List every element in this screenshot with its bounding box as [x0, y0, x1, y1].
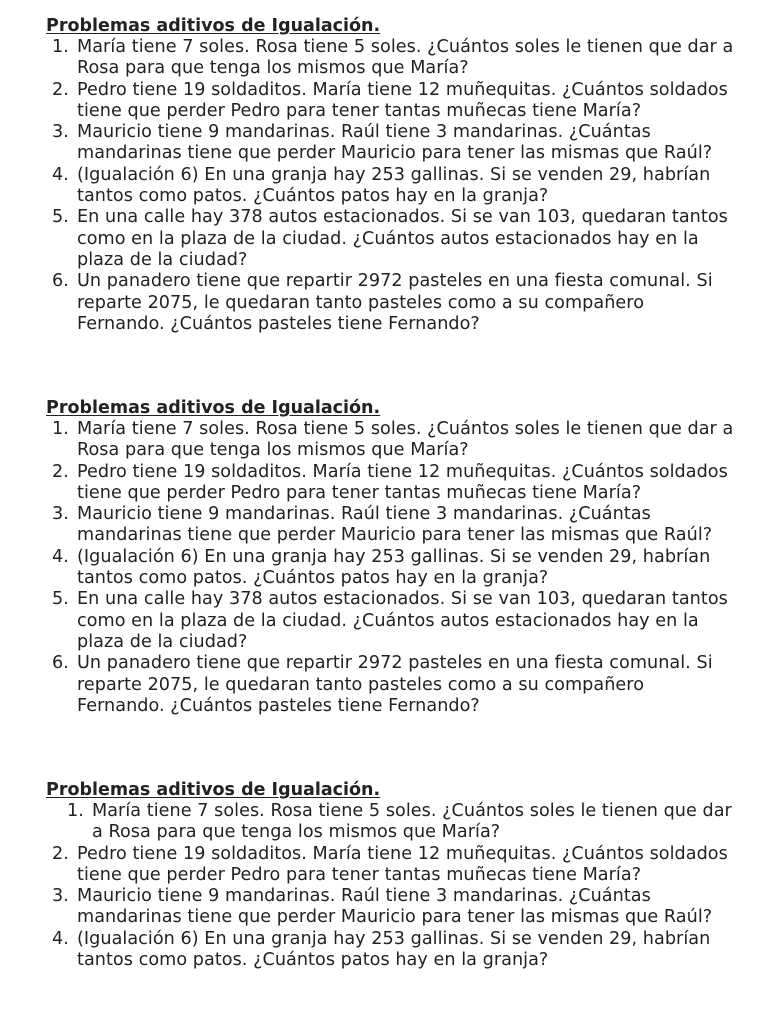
problem-text: (Igualación 6) En una granja hay 253 gallinas. Si se venden 29, habrían tantos como patos. ¿Cuántos patos hay en la granja?	[77, 928, 711, 971]
problem-text: María tiene 7 soles. Rosa tiene 5 soles. ¿Cuántos soles le tienen que dar a Rosa para que tenga los mismos que María?	[77, 419, 734, 461]
problem-list	[46, 419, 736, 717]
problem-item	[46, 462, 736, 505]
problem-set-2	[46, 398, 736, 717]
section-title: Problemas aditivos de Igualación.	[46, 398, 381, 418]
problem-text: María tiene 7 soles. Rosa tiene 5 soles. ¿Cuántos soles le tienen que dar a Rosa para que tenga los mismos que María?	[77, 37, 734, 79]
problem-text: En una calle hay 378 autos estacionados. Si se van 103, quedaran tantos como en la plaza de la ciudad. ¿Cuántos autos estacionados hay en la plaza de la ciudad?	[77, 589, 728, 652]
problem-set-3	[46, 780, 736, 971]
problem-text: (Igualación 6) En una granja hay 253 gallinas. Si se venden 29, habrían tantos como patos. ¿Cuántos patos hay en la granja?	[77, 546, 711, 589]
problem-number: 4.	[52, 928, 69, 949]
problem-number: 3.	[52, 504, 69, 525]
problem-item	[46, 886, 736, 929]
problem-text: Mauricio tiene 9 mandarinas. Raúl tiene 3 mandarinas. ¿Cuántas mandarinas tiene que perder Mauricio para tener las mismas que Raúl?	[77, 504, 713, 546]
problem-text: En una calle hay 378 autos estacionados. Si se van 103, quedaran tantos como en la plaza de la ciudad. ¿Cuántos autos estacionados hay en la plaza de la ciudad?	[77, 207, 728, 270]
problem-set-1	[46, 16, 736, 335]
problem-number: 5.	[52, 207, 69, 228]
problem-number: 4.	[52, 164, 69, 185]
problem-number: 3.	[52, 886, 69, 907]
problem-number: 1.	[52, 37, 69, 57]
problem-item	[46, 929, 736, 972]
problem-item	[46, 37, 736, 80]
problem-list	[46, 37, 736, 335]
problem-item	[46, 653, 736, 717]
problem-number: 1.	[52, 419, 69, 439]
problem-list	[46, 801, 736, 971]
problem-text: Un panadero tiene que repartir 2972 pasteles en una fiesta comunal. Si reparte 2075, le quedaran tanto pasteles como a su compañero Fernando. ¿Cuántos pasteles tiene Fernando?	[77, 271, 713, 334]
problem-item	[46, 165, 736, 208]
problem-number: 6.	[52, 653, 69, 674]
problem-number: 5.	[52, 589, 69, 610]
problem-item	[46, 207, 736, 271]
problem-item	[46, 80, 736, 123]
problem-number: 2.	[52, 843, 69, 864]
problem-number: 4.	[52, 546, 69, 567]
problem-item	[46, 504, 736, 547]
problem-text: María tiene 7 soles. Rosa tiene 5 soles. ¿Cuántos soles le tienen que dar a Rosa para que tenga los mismos que María?	[92, 801, 732, 843]
problem-item	[46, 122, 736, 165]
problem-text: Pedro tiene 19 soldaditos. María tiene 12 muñequitas. ¿Cuántos soldados tiene que perder Pedro para tener tantas muñecas tiene María?	[77, 461, 728, 503]
problem-text: Mauricio tiene 9 mandarinas. Raúl tiene 3 mandarinas. ¿Cuántas mandarinas tiene que perder Mauricio para tener las mismas que Raúl?	[77, 122, 713, 164]
problem-number: 6.	[52, 271, 69, 292]
problem-text: Mauricio tiene 9 mandarinas. Raúl tiene 3 mandarinas. ¿Cuántas mandarinas tiene que perder Mauricio para tener las mismas que Raúl?	[77, 886, 713, 928]
problem-number: 3.	[52, 122, 69, 143]
problem-item	[46, 547, 736, 590]
section-title: Problemas aditivos de Igualación.	[46, 780, 381, 800]
problem-number: 2.	[52, 79, 69, 100]
problem-text: (Igualación 6) En una granja hay 253 gallinas. Si se venden 29, habrían tantos como patos. ¿Cuántos patos hay en la granja?	[77, 164, 711, 207]
problem-number: 2.	[52, 461, 69, 482]
problem-text: Un panadero tiene que repartir 2972 pasteles en una fiesta comunal. Si reparte 2075, le quedaran tanto pasteles como a su compañero Fernando. ¿Cuántos pasteles tiene Fernando?	[77, 653, 713, 716]
problem-text: Pedro tiene 19 soldaditos. María tiene 12 muñequitas. ¿Cuántos soldados tiene que perder Pedro para tener tantas muñecas tiene María?	[77, 79, 728, 121]
problem-number: 1.	[67, 801, 84, 821]
section-title: Problemas aditivos de Igualación.	[46, 16, 381, 36]
problem-item	[46, 801, 736, 844]
problem-item	[46, 589, 736, 653]
problem-item	[46, 844, 736, 887]
problem-item	[46, 271, 736, 335]
problem-item	[46, 419, 736, 462]
problem-text: Pedro tiene 19 soldaditos. María tiene 12 muñequitas. ¿Cuántos soldados tiene que perder Pedro para tener tantas muñecas tiene María?	[77, 843, 728, 885]
